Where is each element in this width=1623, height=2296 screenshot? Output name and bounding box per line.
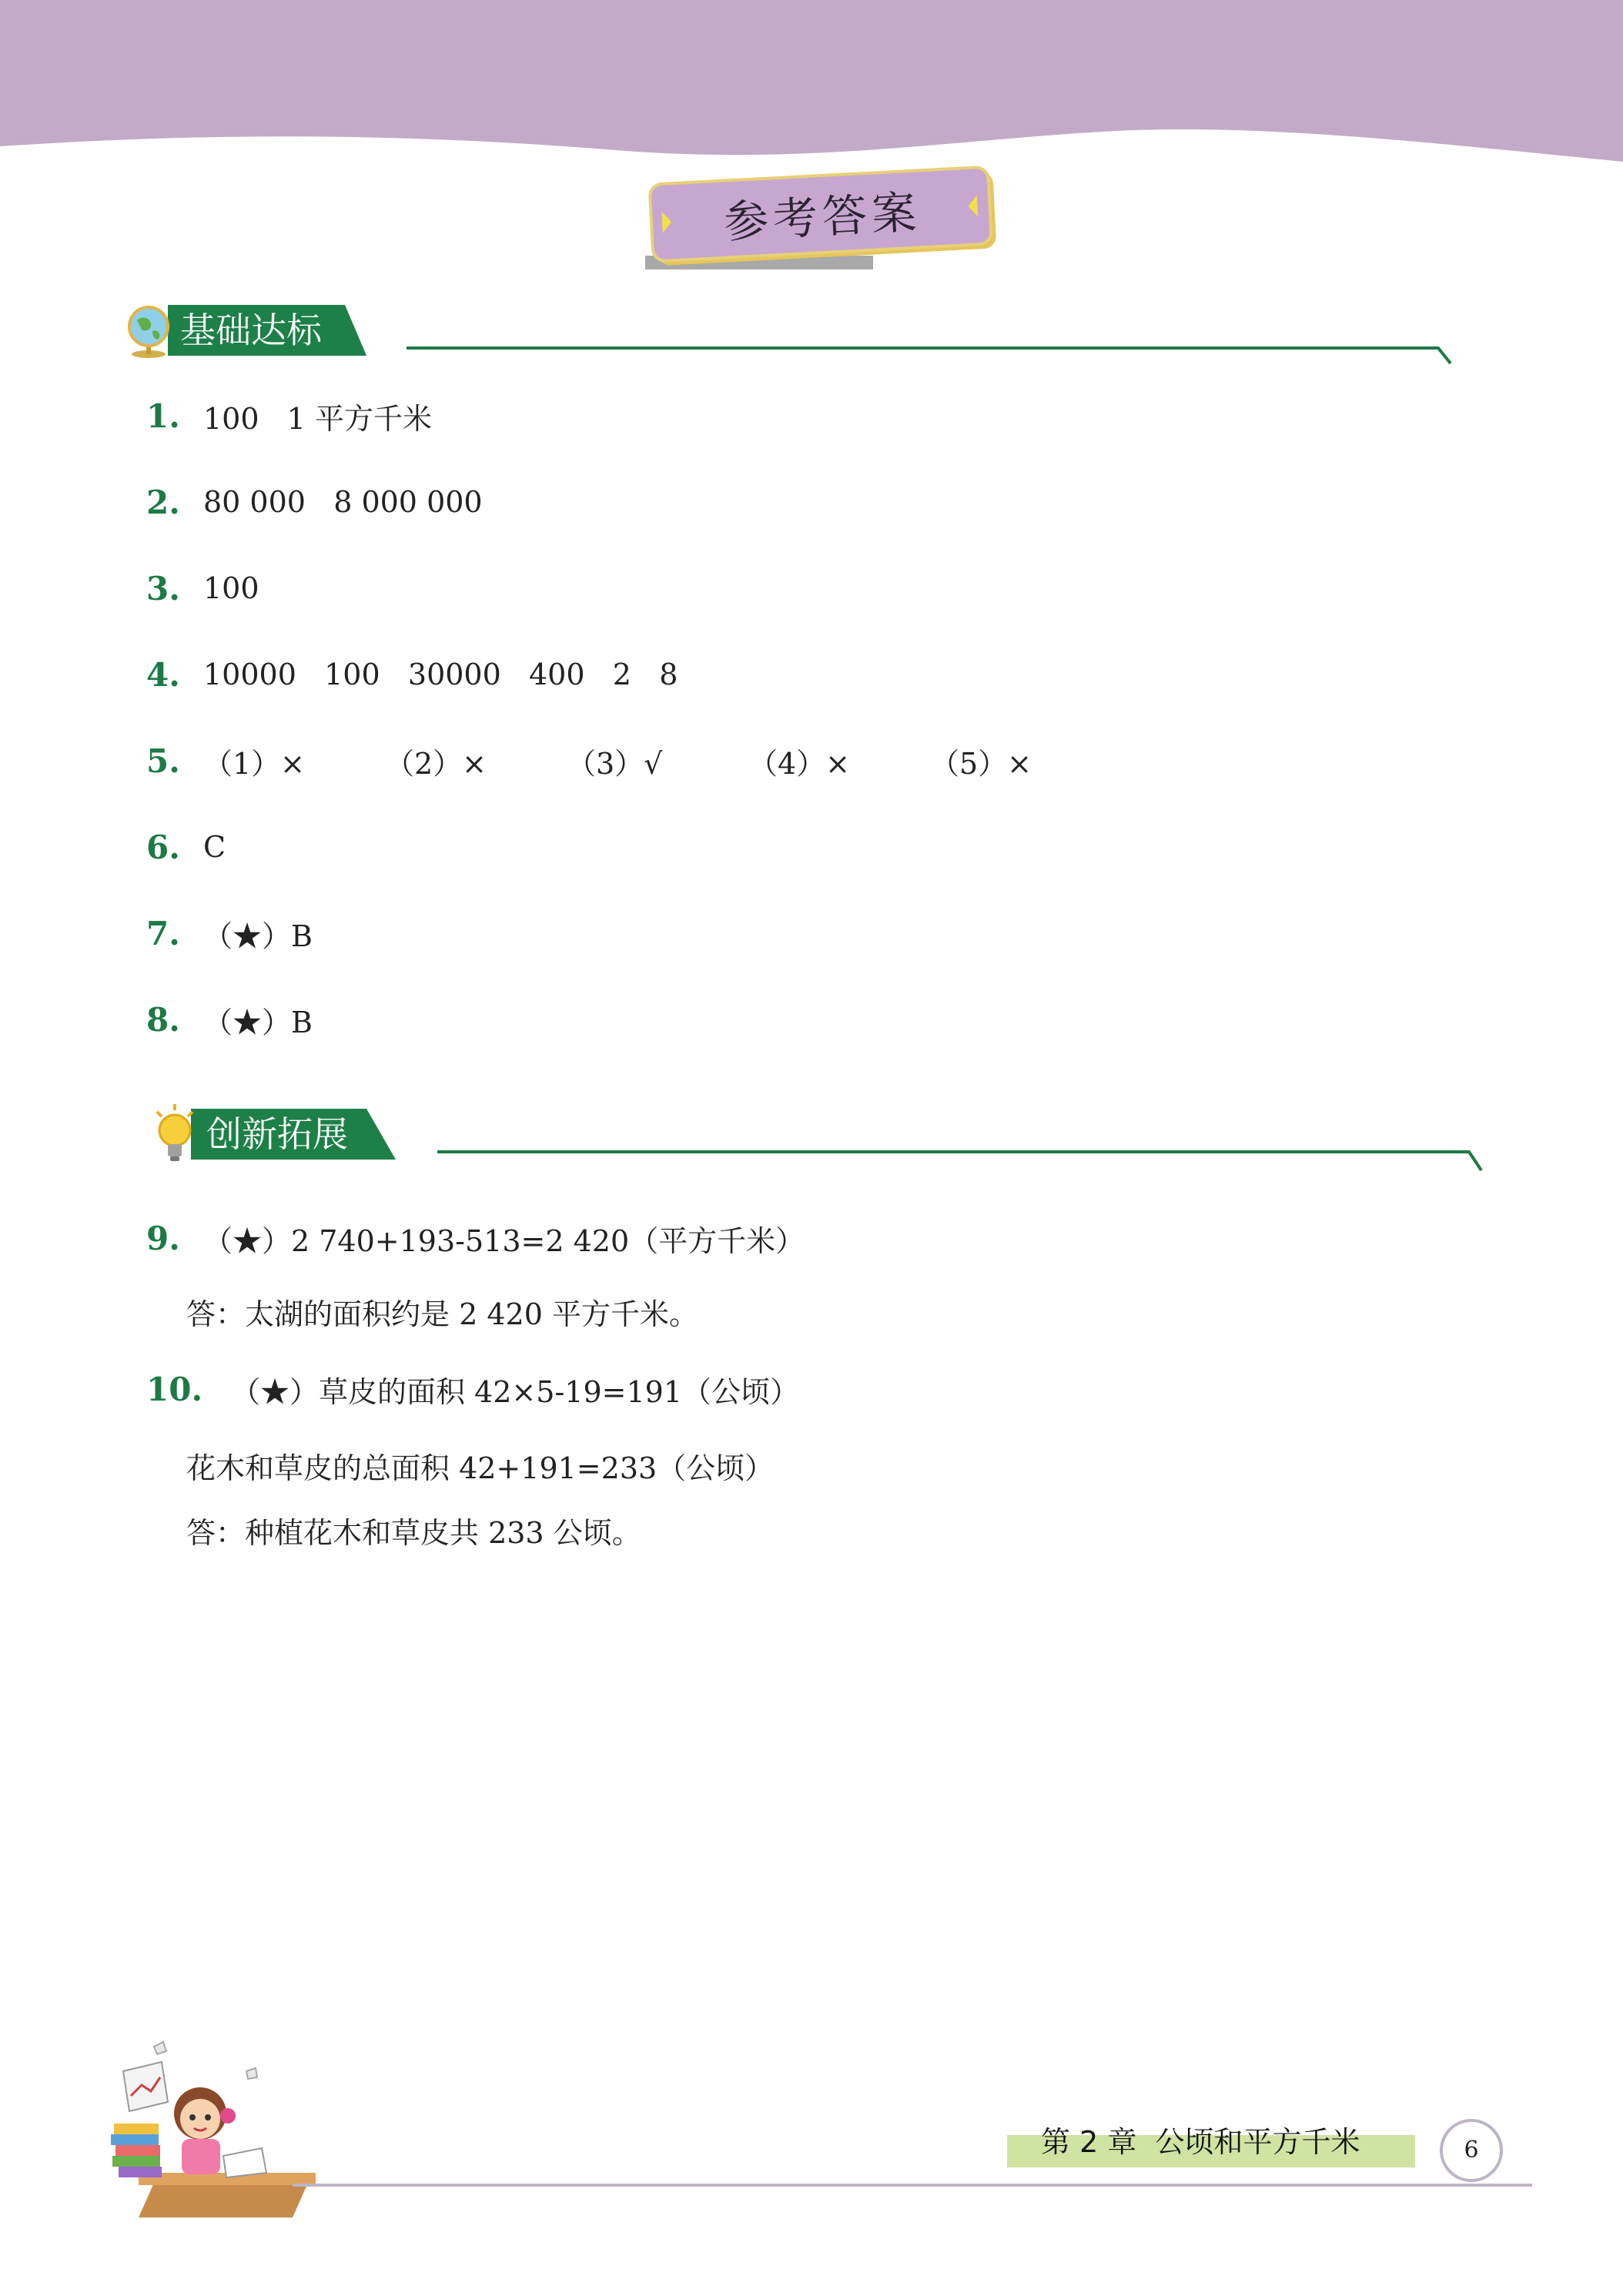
answer-text: （★）B <box>203 1005 313 1039</box>
answer-sentence: 花木和草皮的总面积 42+191=233（公顷） <box>186 1451 775 1485</box>
answer-row <box>146 1207 805 1269</box>
section-basic-label: 基础达标 <box>180 310 322 351</box>
question-number: 2. <box>146 483 180 521</box>
answer-text: C <box>203 830 226 864</box>
answer-row <box>146 989 313 1050</box>
question-number: 5. <box>146 741 180 780</box>
question-number: 9. <box>146 1219 180 1257</box>
answer-row <box>146 385 432 447</box>
question-number: 10. <box>146 1370 203 1408</box>
lightbulb-icon <box>151 1103 199 1164</box>
student-illustration <box>108 2040 323 2217</box>
question-number: 1. <box>146 397 180 435</box>
answer-row <box>146 730 1112 792</box>
section-extension-header <box>151 1103 1483 1172</box>
question-number: 3. <box>146 569 180 607</box>
answer-row <box>146 816 226 878</box>
question-number: 7. <box>146 914 180 952</box>
answer-text: 100 1 平方千米 <box>203 401 433 436</box>
globe-icon <box>123 302 174 359</box>
answer-row <box>146 644 678 705</box>
page-title: 参考答案 <box>722 186 922 249</box>
section-basic-header <box>122 299 1454 368</box>
chapter-title: 第 2 章 公顷和平方千米 <box>1041 2125 1360 2159</box>
answer-sentence: 答：太湖的面积约是 2 420 平方千米。 <box>186 1297 698 1331</box>
top-banner-wave <box>0 0 1623 177</box>
page-number: 6 <box>1440 2119 1503 2182</box>
question-number: 6. <box>146 828 180 866</box>
question-number: 4. <box>146 655 180 694</box>
section-rule <box>407 345 1454 368</box>
answer-row <box>146 902 313 964</box>
answer-text: 10000 100 30000 400 2 8 <box>203 658 678 691</box>
answer-option: （3）√ <box>567 746 663 781</box>
answer-option: （4）× <box>748 746 851 781</box>
answer-option: （2）× <box>385 746 487 781</box>
answer-text: 100 <box>203 571 259 605</box>
footer-rule <box>293 2184 1532 2187</box>
question-number: 8. <box>146 1000 180 1039</box>
section-extension-label: 创新拓展 <box>206 1113 348 1155</box>
answer-row <box>146 471 483 533</box>
section-rule <box>437 1149 1484 1176</box>
answer-row <box>146 557 259 619</box>
answer-text: 80 000 8 000 000 <box>203 485 483 519</box>
answer-text: （★）2 740+193-513=2 420（平方千米） <box>203 1223 805 1258</box>
answer-option: （5）× <box>930 746 1032 781</box>
answer-options <box>203 740 1112 782</box>
answer-text: （★）B <box>203 919 313 953</box>
answer-text: （★）草皮的面积 42×5-19=191（公顷） <box>231 1374 800 1409</box>
answer-sentence: 答：种植花木和草皮共 233 公顷。 <box>186 1516 641 1550</box>
answer-row <box>146 1358 799 1420</box>
answer-option: （1）× <box>203 746 306 781</box>
